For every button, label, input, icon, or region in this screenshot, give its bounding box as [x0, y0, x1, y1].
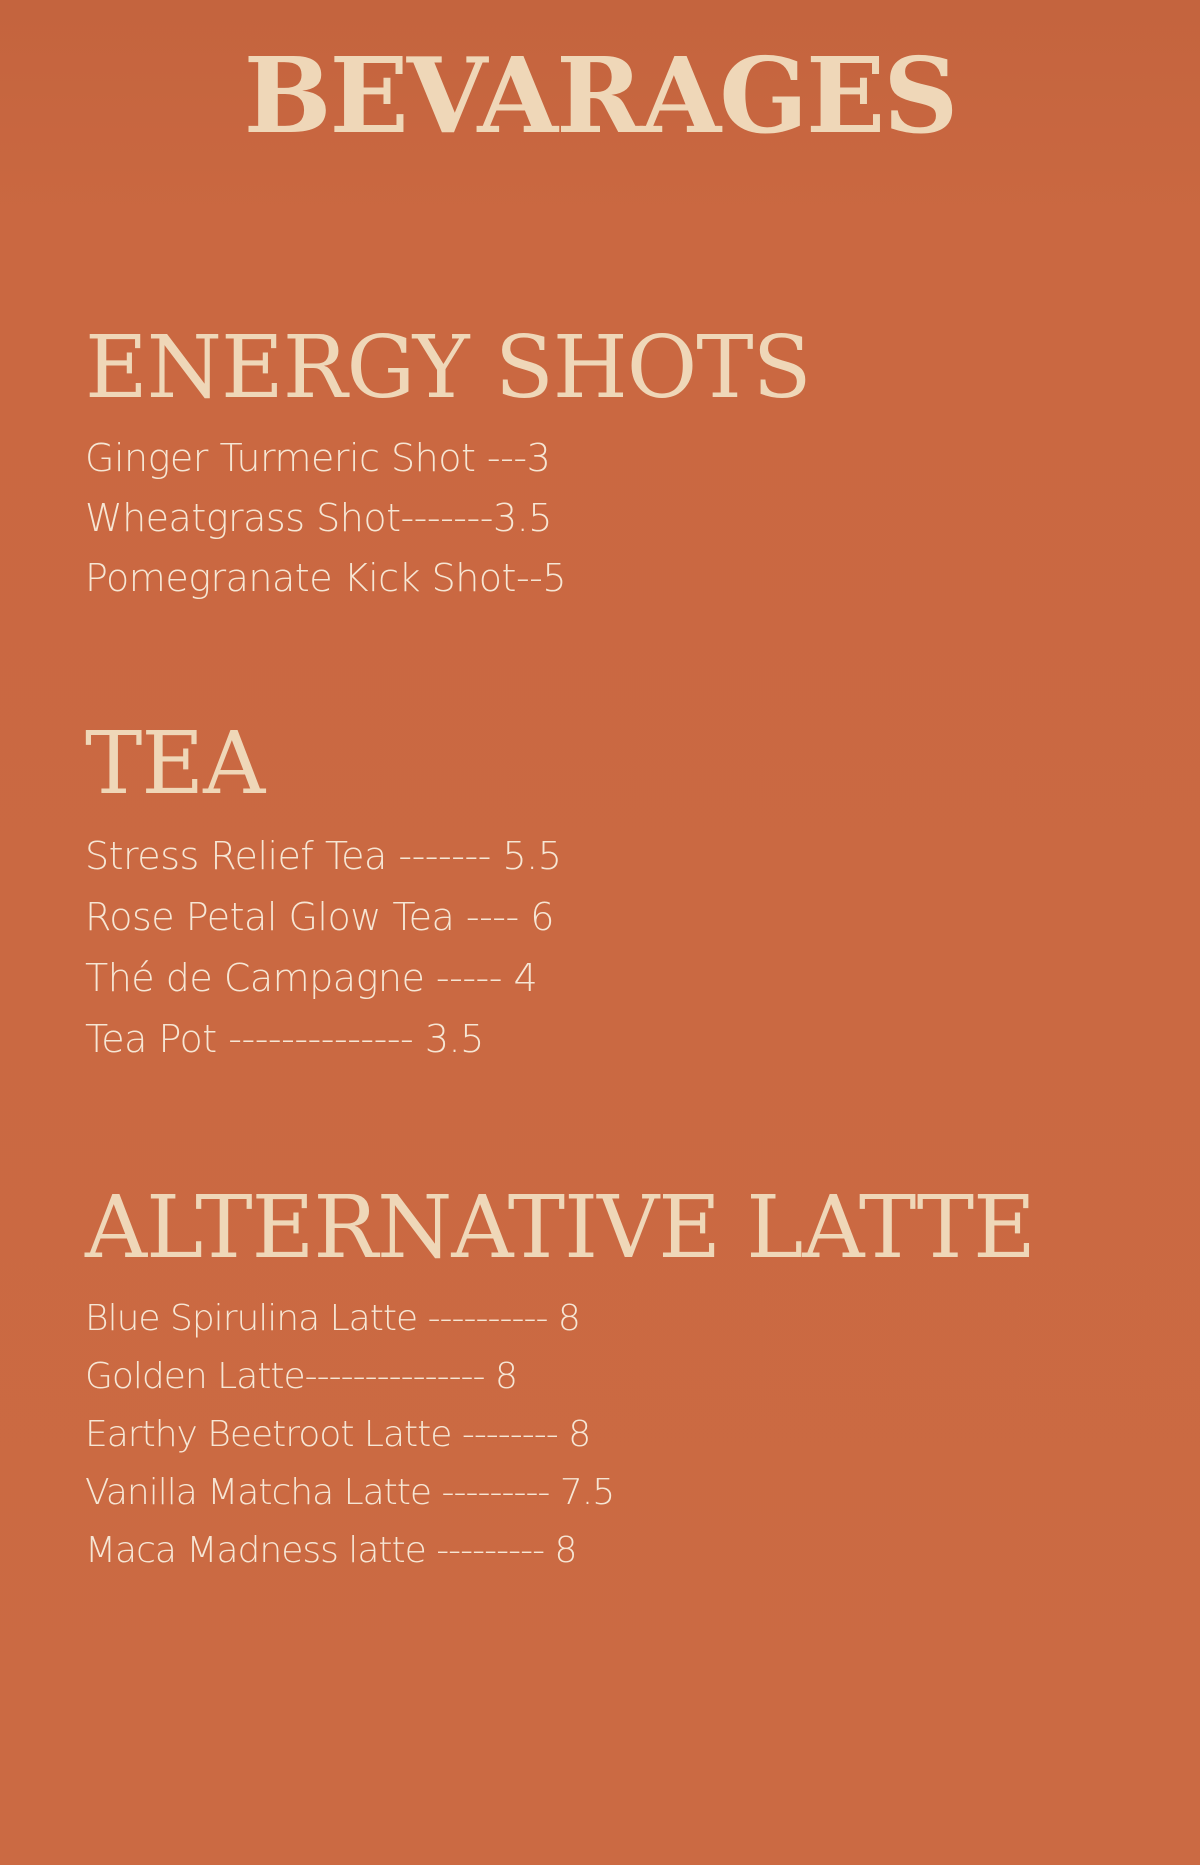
alternative-latte-list — [85, 1290, 1035, 1580]
section-title-alternative-latte: ALTERNATIVE LATTE — [85, 1178, 1035, 1278]
menu-item-blue-spirulina-latte: Blue Spirulina Latte ---------- 8 — [85, 1298, 580, 1339]
menu-item-pomegranate-kick-shot: Pomegranate Kick Shot--5 — [85, 556, 567, 600]
section-energy-shots — [85, 318, 811, 608]
menu-item-maca-madness-latte: Maca Madness latte --------- 8 — [85, 1530, 577, 1571]
menu-item-tea-pot: Tea Pot -------------- 3.5 — [85, 1017, 484, 1061]
menu-item-wheatgrass-shot: Wheatgrass Shot-------3.5 — [85, 496, 552, 540]
menu-title: BEVARAGES — [243, 34, 957, 157]
menu-item-vanilla-matcha-latte: Vanilla Matcha Latte --------- 7.5 — [85, 1472, 615, 1513]
section-title-tea: TEA — [85, 714, 265, 814]
energy-shots-list — [85, 428, 811, 608]
menu-item-earthy-beetroot-latte: Earthy Beetroot Latte -------- 8 — [85, 1414, 591, 1455]
menu-item-stress-relief-tea: Stress Relief Tea ------- 5.5 — [85, 834, 562, 878]
section-alternative-latte — [85, 1178, 1035, 1580]
tea-list — [85, 826, 561, 1070]
menu-item-ginger-turmeric-shot: Ginger Turmeric Shot ---3 — [85, 436, 551, 480]
section-title-energy-shots: ENERGY SHOTS — [85, 318, 811, 418]
section-tea — [85, 714, 561, 1070]
menu-item-golden-latte: Golden Latte--------------- 8 — [85, 1356, 517, 1397]
menu-item-rose-petal-glow-tea: Rose Petal Glow Tea ---- 6 — [85, 895, 554, 939]
menu-item-the-de-campagne: Thé de Campagne ----- 4 — [85, 956, 538, 1000]
